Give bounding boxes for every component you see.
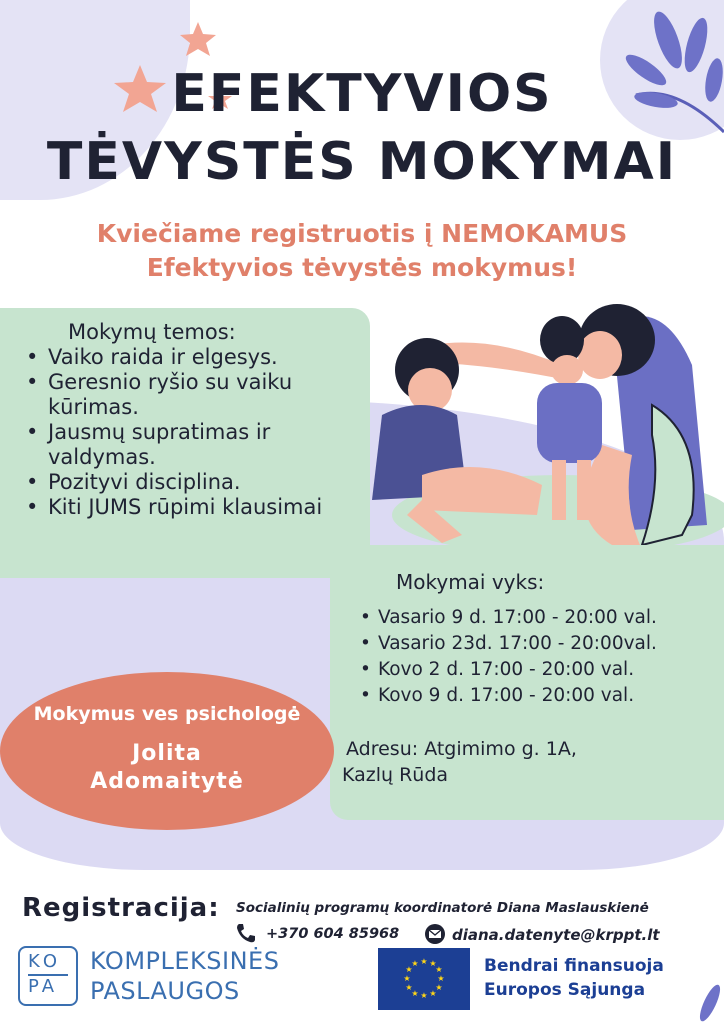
address: [342, 736, 672, 788]
svg-text:★: ★: [420, 957, 428, 966]
lecturer-lead: Mokymus ves psichologė: [33, 703, 301, 725]
schedule-heading: Mokymai vyks:: [396, 570, 545, 594]
phone-number[interactable]: +370 604 85968: [266, 926, 400, 942]
svg-text:★: ★: [435, 965, 443, 974]
page-title-line2: TĖVYSTĖS MOKYMAI: [46, 132, 678, 192]
eu-text-line2: Europos Sąjunga: [484, 980, 646, 1000]
svg-text:★: ★: [429, 989, 437, 998]
page-title-line1: EFEKTYVIOS: [171, 64, 553, 124]
list-item: • Vasario 23d. 17:00 - 20:00val.: [356, 631, 724, 657]
email-address[interactable]: diana.datenyte@krppt.lt: [452, 926, 660, 944]
svg-text:★: ★: [403, 974, 411, 983]
list-item: • Kovo 2 d. 17:00 - 20:00 val.: [356, 657, 724, 683]
eu-flag-icon: [378, 948, 470, 1010]
svg-text:★: ★: [435, 983, 443, 992]
lecturer-last-name: Adomaitytė: [90, 769, 244, 794]
invitation-line1: Kviečiame registruotis į NEMOKAMUS: [96, 219, 628, 248]
leaf-branch-icon: [690, 975, 724, 1024]
coordinator-name: Socialinių programų koordinatorė Diana Maslauskienė: [236, 900, 649, 916]
kopa-name-line1: KOMPLEKSINĖS: [90, 947, 280, 975]
lecturer-name: [10, 740, 324, 796]
registration-heading: Registracija:: [22, 893, 220, 923]
list-item: • Geresnio ryšio su vaiku kūrimas.: [20, 370, 360, 420]
email-icon: [424, 924, 446, 944]
kopa-logo-bottom: PA: [28, 976, 59, 997]
list-item: • Jausmų supratimas ir valdymas.: [20, 420, 360, 470]
kopa-logo-top: KO: [28, 951, 61, 972]
svg-text:★: ★: [420, 991, 428, 1000]
svg-text:★: ★: [429, 959, 437, 968]
list-item: • Vasario 9 d. 17:00 - 20:00 val.: [356, 605, 724, 631]
address-line2: Kazlų Rūda: [342, 764, 449, 786]
schedule-list: [356, 605, 724, 709]
svg-text:★: ★: [411, 989, 419, 998]
svg-text:★: ★: [405, 965, 413, 974]
kopa-brand-name: [90, 946, 279, 1006]
topics-list: [20, 345, 360, 520]
phone-icon: [234, 922, 258, 944]
eu-funding-text: [484, 954, 664, 1002]
list-item: • Kovo 9 d. 17:00 - 20:00 val.: [356, 683, 724, 709]
lecturer-first-name: Jolita: [132, 741, 202, 766]
list-item: • Pozityvi disciplina.: [20, 470, 360, 495]
family-illustration: [362, 285, 724, 565]
kopa-name-line2: PASLAUGOS: [90, 977, 240, 1005]
svg-text:★: ★: [437, 974, 445, 983]
svg-text:★: ★: [405, 983, 413, 992]
list-item: • Vaiko raida ir elgesys.: [20, 345, 360, 370]
address-line1: Adresu: Atgimimo g. 1A,: [346, 738, 577, 760]
star-icon-top: [180, 22, 216, 56]
kopa-logo: [18, 946, 78, 1006]
eu-text-line1: Bendrai finansuoja: [484, 956, 664, 976]
list-item: • Kiti JUMS rūpimi klausimai: [20, 495, 360, 520]
topics-heading: Mokymų temos:: [68, 320, 236, 344]
invitation-line2: Efektyvios tėvystės mokymus!: [146, 253, 578, 282]
svg-text:★: ★: [411, 959, 419, 968]
